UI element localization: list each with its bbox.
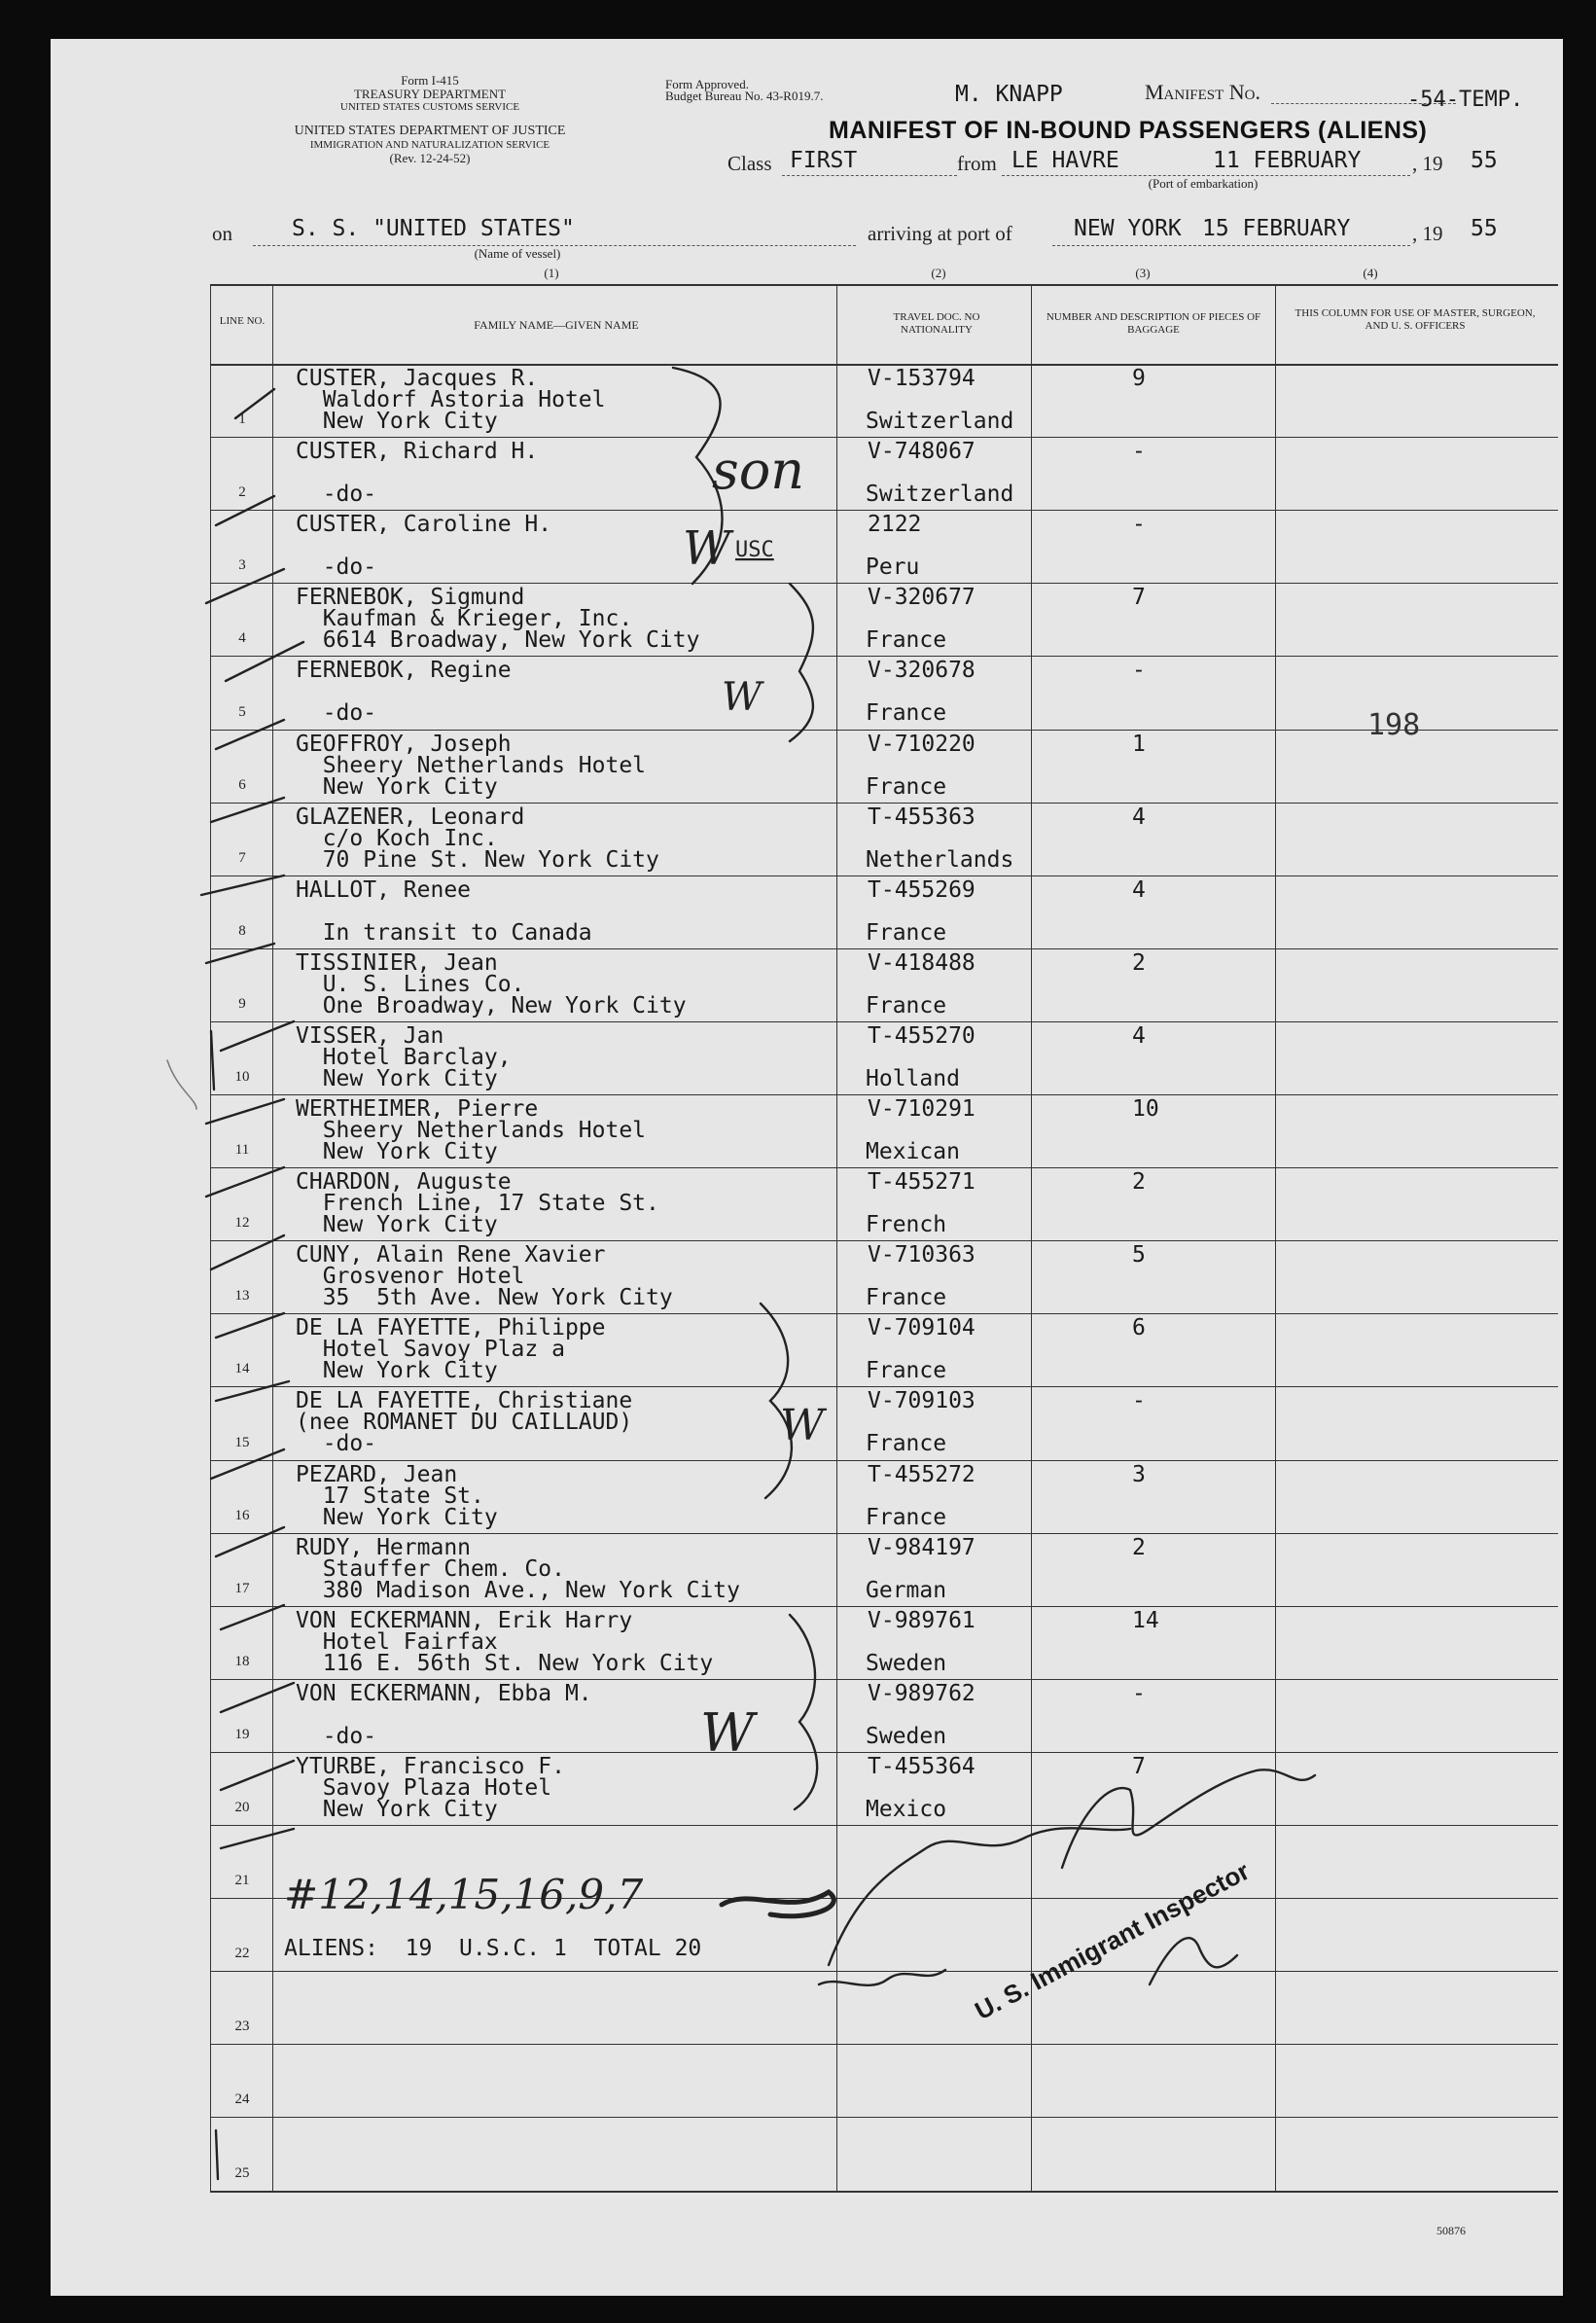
nationality: Sweden xyxy=(866,1650,947,1676)
arrival-port: NEW YORK xyxy=(1074,216,1182,241)
travel-doc-number: V-984197 xyxy=(868,1534,975,1560)
row-number: 18 xyxy=(234,1653,250,1669)
passenger-name: GLAZENER, Leonard xyxy=(296,804,525,830)
stamp-number: 198 xyxy=(1367,708,1421,742)
nationality: France xyxy=(866,1358,947,1384)
bracket-fernebok xyxy=(790,584,813,741)
from-year-prefix: , 19 xyxy=(1412,152,1443,175)
baggage-count: - xyxy=(1132,439,1146,465)
manifest-title: MANIFEST OF IN-BOUND PASSENGERS (ALIENS) xyxy=(829,117,1428,144)
vessel-name: S. S. "UNITED STATES" xyxy=(292,216,575,241)
handwritten-numbers: #12,14,15,16,9,7 xyxy=(284,1871,644,1918)
manifest-page xyxy=(51,39,1563,2296)
passenger-address-line1: Sheery Netherlands Hotel xyxy=(296,752,647,778)
passenger-name: VISSER, Jan xyxy=(296,1022,444,1049)
row-number: 7 xyxy=(238,849,246,866)
travel-doc-number: V-989762 xyxy=(868,1680,975,1706)
nationality: France xyxy=(866,1504,947,1530)
baggage-count: 3 xyxy=(1132,1461,1146,1487)
travel-doc-number: V-710220 xyxy=(868,731,975,757)
passenger-address-line1: Hotel Savoy Plaz a xyxy=(296,1337,565,1363)
manifest-label: Manifest No. xyxy=(1145,80,1260,104)
passenger-address-line2: New York City xyxy=(296,1504,498,1530)
row-number: 1 xyxy=(238,411,246,428)
passenger-name: CUSTER, Caroline H. xyxy=(296,512,552,538)
passenger-address-line1: Kaufman & Krieger, Inc. xyxy=(296,606,633,632)
passenger-name: FERNEBOK, Regine xyxy=(296,658,512,684)
row-number: 9 xyxy=(238,995,246,1012)
baggage-count: 10 xyxy=(1132,1096,1159,1122)
row-number: 17 xyxy=(234,1580,250,1596)
passenger-address-line2: In transit to Canada xyxy=(296,919,592,946)
passenger-address-line2: 70 Pine St. New York City xyxy=(296,846,659,873)
baggage-count: 2 xyxy=(1132,1534,1146,1560)
travel-doc-number: V-320677 xyxy=(868,585,975,611)
travel-doc-number: T-455363 xyxy=(868,804,975,830)
col-num-3: (3) xyxy=(1135,266,1151,280)
baggage-count: 1 xyxy=(1132,731,1146,757)
passenger-address-line2: -do- xyxy=(296,554,377,581)
header-name: FAMILY NAME—GIVEN NAME xyxy=(474,318,639,332)
baggage-count: 2 xyxy=(1132,949,1146,976)
nationality: Peru xyxy=(866,554,920,581)
row-number: 2 xyxy=(238,484,246,501)
nationality: Sweden xyxy=(866,1723,947,1749)
baggage-count: - xyxy=(1132,1680,1146,1706)
handwritten-usc: USC xyxy=(735,538,774,562)
nationality: French xyxy=(866,1212,947,1238)
revision: (Rev. 12-24-52) xyxy=(389,151,471,165)
travel-doc-number: T-455270 xyxy=(868,1022,975,1049)
from-label: from xyxy=(957,152,997,175)
baggage-count: 14 xyxy=(1132,1607,1159,1633)
travel-doc-number: V-320678 xyxy=(868,658,975,684)
row-number: 20 xyxy=(234,1800,250,1815)
travel-doc-number: V-710363 xyxy=(868,1242,975,1269)
handwritten-w-3: W xyxy=(780,1401,825,1450)
col-num-2: (2) xyxy=(931,266,946,280)
passenger-address-line1: Hotel Fairfax xyxy=(296,1628,498,1655)
ins-service: IMMIGRATION AND NATURALIZATION SERVICE xyxy=(309,139,550,151)
travel-doc-number: V-710291 xyxy=(868,1096,975,1122)
passenger-name: RUDY, Hermann xyxy=(296,1534,472,1560)
agent-name: M. KNAPP xyxy=(955,82,1063,107)
passenger-address-line2: New York City xyxy=(296,1139,498,1164)
passenger-name: VON ECKERMANN, Ebba M. xyxy=(296,1680,592,1706)
travel-doc-number: T-455271 xyxy=(868,1169,975,1196)
travel-doc-number: T-455364 xyxy=(868,1753,975,1779)
nationality: France xyxy=(866,992,947,1019)
baggage-count: 7 xyxy=(1132,585,1146,611)
on-label: on xyxy=(212,222,232,245)
passenger-name: FERNEBOK, Sigmund xyxy=(296,585,525,611)
passenger-address-line1: Savoy Plaza Hotel xyxy=(296,1774,552,1801)
passenger-name: CUSTER, Jacques R. xyxy=(296,366,539,391)
inspector-stamp: U. S. Immigrant Inspector xyxy=(970,1855,1255,2026)
nationality: France xyxy=(866,773,947,800)
passenger-address-line1: 17 State St. xyxy=(296,1483,484,1509)
nationality: Mexico xyxy=(866,1796,947,1822)
baggage-count: - xyxy=(1132,512,1146,538)
baggage-count: 4 xyxy=(1132,1022,1146,1049)
nationality: France xyxy=(866,700,947,727)
passenger-name: CUNY, Alain Rene Xavier xyxy=(296,1242,606,1269)
passenger-address-line1: U. S. Lines Co. xyxy=(296,971,525,997)
handwriting-layer xyxy=(51,39,1563,2296)
travel-doc-number: V-748067 xyxy=(868,439,975,465)
nationality: France xyxy=(866,1285,947,1311)
nationality: Netherlands xyxy=(866,846,1014,873)
passenger-name: GEOFFROY, Joseph xyxy=(296,731,512,757)
passenger-address-line2: New York City xyxy=(296,1065,498,1091)
row-number: 5 xyxy=(238,703,246,720)
form-approved: Form Approved. xyxy=(665,77,749,91)
baggage-count: 6 xyxy=(1132,1315,1146,1341)
passenger-address-line1: (nee ROMANET DU CAILLAUD) xyxy=(296,1410,633,1436)
passenger-address-line2: One Broadway, New York City xyxy=(296,992,687,1019)
nationality: France xyxy=(866,1431,947,1457)
baggage-count: - xyxy=(1132,658,1146,684)
travel-doc-number: 2122 xyxy=(868,512,922,538)
header-travel-doc: TRAVEL DOC. NO NATIONALITY xyxy=(893,311,980,336)
vessel-caption: (Name of vessel) xyxy=(474,246,561,261)
row-number: 10 xyxy=(234,1069,250,1085)
baggage-count: 7 xyxy=(1132,1753,1146,1779)
class-label: Class xyxy=(727,152,772,175)
nationality: France xyxy=(866,919,947,946)
passenger-address-line2: New York City xyxy=(296,773,498,800)
passenger-address-line1: Stauffer Chem. Co. xyxy=(296,1555,565,1582)
passenger-address-line2: 35 5th Ave. New York City xyxy=(296,1285,673,1311)
passenger-name: CHARDON, Auguste xyxy=(296,1169,512,1196)
from-date: 11 FEBRUARY xyxy=(1213,148,1362,173)
row-number: 12 xyxy=(234,1215,250,1232)
row-number: 25 xyxy=(234,2164,250,2181)
passenger-address-line2: New York City xyxy=(296,1212,498,1238)
passenger-address-line1: French Line, 17 State St. xyxy=(296,1191,659,1217)
nationality: Mexican xyxy=(866,1139,960,1164)
nationality: France xyxy=(866,627,947,654)
travel-doc-number: T-455272 xyxy=(868,1461,975,1487)
nationality: German xyxy=(866,1577,947,1603)
justice-dept: UNITED STATES DEPARTMENT OF JUSTICE xyxy=(294,124,566,138)
passenger-name: HALLOT, Renee xyxy=(296,876,472,903)
handwritten-son: son xyxy=(712,440,805,501)
row-number: 22 xyxy=(234,1946,250,1962)
baggage-count: 4 xyxy=(1132,876,1146,903)
header-officers: THIS COLUMN FOR USE OF MASTER, SURGEON, AND U. S. OFFICERS xyxy=(1295,307,1536,332)
customs-service: UNITED STATES CUSTOMS SERVICE xyxy=(339,101,520,113)
passenger-name: WERTHEIMER, Pierre xyxy=(296,1096,539,1122)
baggage-count: 5 xyxy=(1132,1242,1146,1269)
passenger-name: YTURBE, Francisco F. xyxy=(296,1753,565,1779)
passenger-address-line1: Grosvenor Hotel xyxy=(296,1264,525,1290)
baggage-count: 2 xyxy=(1132,1169,1146,1196)
baggage-count: - xyxy=(1132,1388,1146,1414)
baggage-count: 4 xyxy=(1132,804,1146,830)
row-number: 23 xyxy=(234,2019,250,2035)
from-year: 55 xyxy=(1471,148,1498,173)
passenger-name: DE LA FAYETTE, Philippe xyxy=(296,1315,606,1341)
passenger-name: CUSTER, Richard H. xyxy=(296,439,539,465)
form-number: Form I-415 xyxy=(401,73,459,88)
port-caption: (Port of embarkation) xyxy=(1148,176,1259,191)
nationality: Switzerland xyxy=(866,482,1014,508)
arriving-label: arriving at port of xyxy=(868,222,1012,245)
from-port: LE HAVRE xyxy=(1011,148,1119,173)
passenger-address-line2: 6614 Broadway, New York City xyxy=(296,627,700,654)
row-number: 11 xyxy=(234,1142,250,1159)
travel-doc-number: V-153794 xyxy=(868,366,975,391)
class-value: FIRST xyxy=(790,148,858,173)
nationality: Switzerland xyxy=(866,409,1014,434)
passenger-address-line2: -do- xyxy=(296,700,377,727)
passenger-address-line2: -do- xyxy=(296,1723,377,1749)
passenger-address-line2: 380 Madison Ave., New York City xyxy=(296,1577,740,1603)
arrival-date: 15 FEBRUARY xyxy=(1202,216,1351,241)
passenger-address-line1: c/o Koch Inc. xyxy=(296,825,498,851)
handwritten-w-2: W xyxy=(722,675,763,720)
passenger-address-line1: Hotel Barclay, xyxy=(296,1044,512,1070)
row-number: 24 xyxy=(234,2091,250,2108)
row-number: 16 xyxy=(234,1507,250,1523)
col-num-1: (1) xyxy=(544,266,559,280)
manifest-number: -54-TEMP. xyxy=(1407,88,1524,112)
row-number: 4 xyxy=(238,630,246,647)
row-number: 6 xyxy=(238,776,246,793)
passenger-address-line2: New York City xyxy=(296,1358,498,1384)
travel-doc-number: T-455269 xyxy=(868,876,975,903)
passenger-name: VON ECKERMANN, Erik Harry xyxy=(296,1607,633,1633)
passenger-name: PEZARD, Jean xyxy=(296,1461,458,1487)
row-number: 14 xyxy=(234,1361,250,1377)
row-number: 15 xyxy=(234,1434,250,1450)
passenger-name: TISSINIER, Jean xyxy=(296,949,498,976)
arrival-year-prefix: , 19 xyxy=(1412,222,1443,245)
row-number: 3 xyxy=(238,557,246,574)
handwritten-w: W xyxy=(683,521,731,576)
budget-bureau: Budget Bureau No. 43-R019.7. xyxy=(665,89,824,103)
handwritten-w-4: W xyxy=(700,1702,755,1764)
summary-total: ALIENS: 19 U.S.C. 1 TOTAL 20 xyxy=(284,1936,702,1961)
passenger-name: DE LA FAYETTE, Christiane xyxy=(296,1388,633,1414)
row-number: 21 xyxy=(234,1873,250,1889)
header-line-no: LINE NO. xyxy=(219,315,266,327)
travel-doc-number: V-418488 xyxy=(868,949,975,976)
passenger-address-line2: New York City xyxy=(296,1796,498,1822)
footer-code: 50876 xyxy=(1436,2224,1466,2237)
arrival-year: 55 xyxy=(1471,216,1498,241)
passenger-address-line2: -do- xyxy=(296,482,377,508)
treasury-dept: TREASURY DEPARTMENT xyxy=(353,87,507,101)
header-baggage: NUMBER AND DESCRIPTION OF PIECES OF BAGGAGE xyxy=(1046,311,1261,336)
travel-doc-number: V-709104 xyxy=(868,1315,975,1341)
nationality: Holland xyxy=(866,1065,960,1091)
passenger-address-line1: Waldorf Astoria Hotel xyxy=(296,387,606,412)
travel-doc-number: V-709103 xyxy=(868,1388,975,1414)
col-num-4: (4) xyxy=(1363,266,1378,280)
row-number: 19 xyxy=(234,1726,250,1742)
passenger-address-line1: Sheery Netherlands Hotel xyxy=(296,1118,647,1143)
travel-doc-number: V-989761 xyxy=(868,1607,975,1633)
bracket-voneckermann xyxy=(790,1615,817,1809)
passenger-address-line2: New York City xyxy=(296,409,498,434)
row-number: 8 xyxy=(238,922,246,939)
passenger-address-line2: 116 E. 56th St. New York City xyxy=(296,1650,714,1676)
baggage-count: 9 xyxy=(1132,366,1146,391)
passenger-address-line2: -do- xyxy=(296,1431,377,1457)
row-number: 13 xyxy=(234,1288,250,1304)
